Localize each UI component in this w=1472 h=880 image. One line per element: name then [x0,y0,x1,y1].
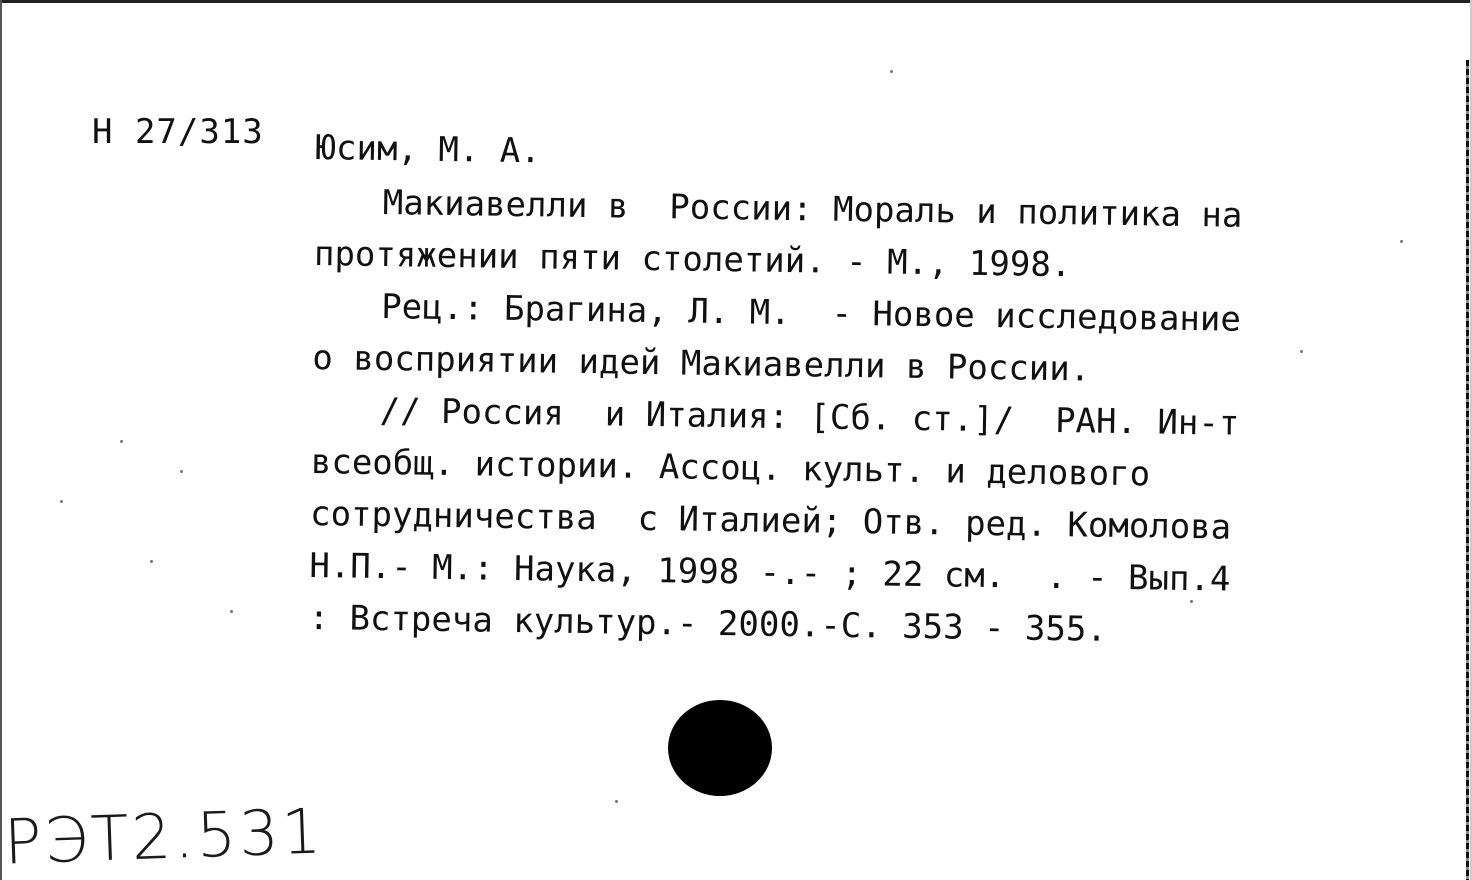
punch-hole [668,700,772,796]
scan-speck [615,800,618,803]
entry-line-5: // Россия и Италия: [Сб. ст.]/ РАН. Ин-т [379,390,1240,444]
scan-edge-right [1466,60,1469,880]
entry-line-7: сотрудничества с Италией; Отв. ред. Комолова [309,493,1232,548]
scan-speck [150,560,153,563]
scan-speck [230,610,233,613]
author-line: Юсим, М. А. [315,127,542,172]
scan-speck [1190,600,1193,603]
entry-line-1: Макиавелли в России: Мораль и политика на [382,183,1243,236]
scan-edge-left [0,0,2,880]
entry-line-2: протяжении пяти столетий. - М., 1998. [313,233,1072,286]
scan-speck [120,440,123,443]
entry-line-9: : Встреча культур.- 2000.-С. 353 - 355. [308,597,1108,650]
bibliographic-entry [308,120,1266,658]
entry-line-6: всеобщ. истории. Ассоц. культ. и делового [310,441,1151,495]
shelfmark: H 27/313 [92,112,264,152]
scan-speck [1400,240,1403,243]
entry-line-3: Рец.: Брагина, Л. М. - Новое исследование [380,286,1242,340]
entry-line-4: о восприятии идей Макиавелли в России. [312,337,1091,390]
scan-speck [1300,350,1303,353]
scan-speck [890,70,893,73]
scan-speck [180,470,183,473]
scan-speck [60,500,63,503]
scan-edge-top [0,0,1472,3]
entry-line-8: Н.П.- М.: Наука, 1998 -.- ; 22 см. . - Вып.4 [309,545,1231,600]
handwritten-call-number: РЭТ2.531 [2,794,326,879]
